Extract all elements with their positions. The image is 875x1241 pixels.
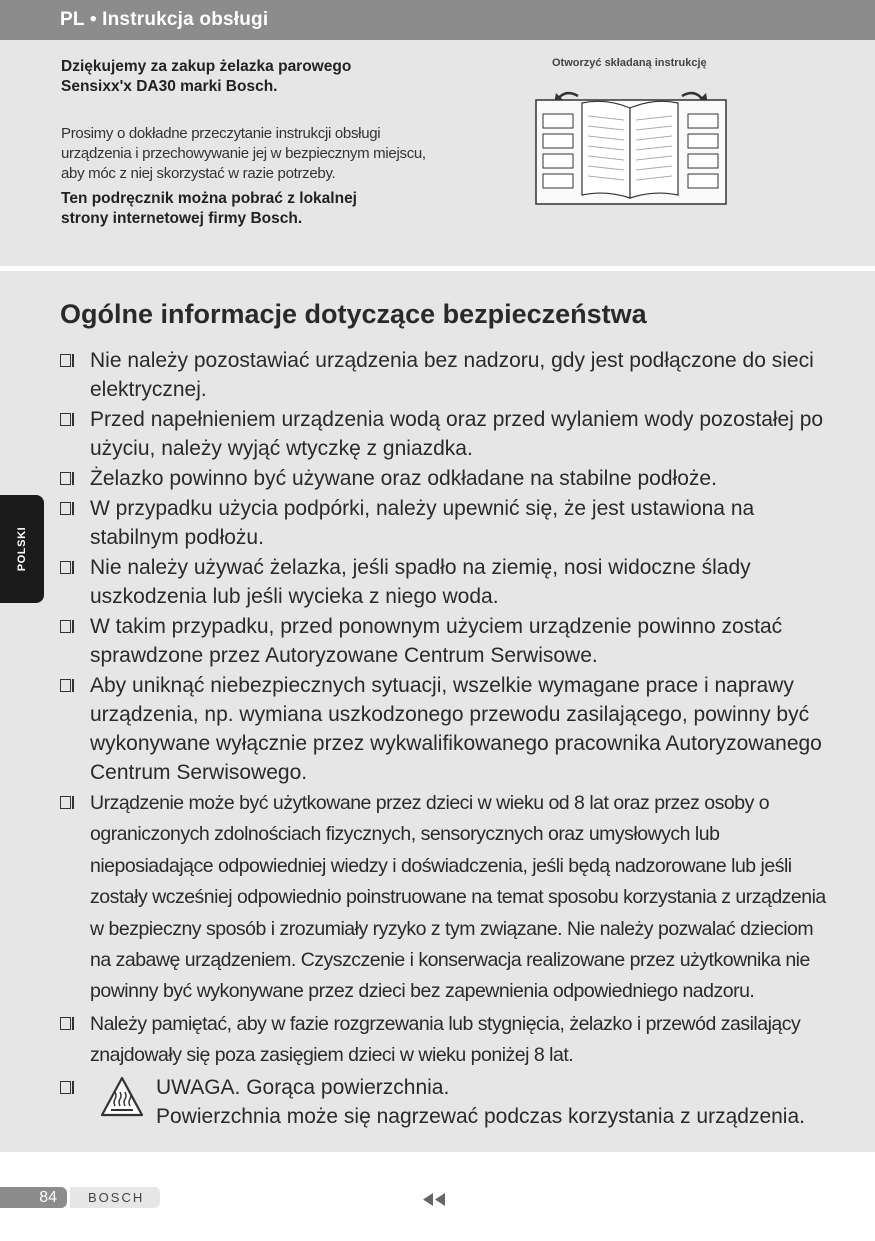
checkbox-bullet-icon	[60, 796, 71, 809]
checkbox-bullet-icon	[60, 561, 71, 574]
side-tab-label: POLSKI	[16, 526, 28, 572]
warning-title: UWAGA. Gorąca powierzchnia.	[156, 1075, 450, 1099]
intro-read-text: Prosimy o dokładne przeczytanie instrukcji obsługi urządzenia i przechowywanie jej w bezpiecznym miejscu, aby móc z niej skorzystać w razie potrzeby.	[61, 125, 426, 182]
list-item: Nie należy pozostawiać urządzenia bez nadzoru, gdy jest podłączone do sieci elektrycznej.	[60, 346, 830, 404]
list-item: Żelazko powinno być używane oraz odkładane na stabilne podłoże.	[60, 464, 830, 493]
brand-tab	[70, 1187, 160, 1208]
checkbox-bullet-icon	[60, 1017, 71, 1030]
list-item: W przypadku użycia podpórki, należy upewnić się, że jest ustawiona na stabilnym podłożu.	[60, 494, 830, 552]
intro-download: Ten podręcznik można pobrać z lokalnej strony internetowej firmy Bosch.	[61, 190, 357, 227]
fold-label: Otworzyć składaną instrukcję	[552, 57, 707, 69]
list-item: Należy pamiętać, aby w fazie rozgrzewania lub stygnięcia, żelazko i przewód zasilający znajdowały się poza zasięgiem dzieci w wieku poniżej 8 lat.	[60, 1009, 830, 1072]
brand-name: BOSCH	[88, 1190, 145, 1205]
list-item-warning	[60, 1073, 830, 1131]
previous-page-icon[interactable]	[423, 1193, 447, 1206]
page-number-tab	[0, 1187, 67, 1208]
language-side-tab	[0, 495, 44, 603]
checkbox-bullet-icon	[60, 502, 71, 515]
page-number: 84	[39, 1189, 57, 1206]
foldout-manual-icon	[534, 74, 729, 206]
safety-list	[60, 346, 830, 1132]
intro-panel	[0, 40, 875, 266]
list-item: Przed napełnieniem urządzenia wodą oraz przed wylaniem wody pozostałej po użyciu, należy wyjąć wtyczkę z gniazdka.	[60, 405, 830, 463]
page-header	[0, 0, 875, 40]
header-title: PL • Instrukcja obsługi	[60, 9, 269, 30]
checkbox-bullet-icon	[60, 354, 71, 367]
list-item: Aby uniknąć niebezpiecznych sytuacji, wszelkie wymagane prace i naprawy urządzenia, np. wymiana uszkodzonego przewodu zasilającego, powinny być wykonywane wyłącznie przez wykwalifikowanego pracownika Autoryzowanego Centrum Serwisowego.	[60, 671, 830, 787]
checkbox-bullet-icon	[60, 679, 71, 692]
checkbox-bullet-icon	[60, 620, 71, 633]
list-item: Urządzenie może być użytkowane przez dzieci w wieku od 8 lat oraz przez osoby o ograniczonych zdolnościach fizycznych, sensorycznych oraz umysłowych lub nieposiadające odpowiedniej wiedzy i doświadczenia, jeśli będą nadzorowane lub jeśli zostały wcześniej odpowiednio poinstruowane na temat sposobu korzystania z urządzenia w bezpieczny sposób i zrozumiały ryzyko z tym związane. Nie należy pozwalać dzieciom na zabawę urządzeniem. Czyszczenie i konserwacja realizowane przez użytkownika nie powinny być wykonywane przez dzieci bez zapewnienia odpowiedniego nadzoru.	[60, 788, 830, 1008]
checkbox-bullet-icon	[60, 413, 71, 426]
section-title: Ogólne informacje dotyczące bezpieczeństwa	[60, 299, 647, 329]
intro-thanks: Dziękujemy za zakup żelazka parowego Sensixx'x DA30 marki Bosch.	[61, 58, 352, 95]
list-item: W takim przypadku, przed ponownym użyciem urządzenie powinno zostać sprawdzone przez Autoryzowane Centrum Serwisowe.	[60, 612, 830, 670]
warning-text: Powierzchnia może się nagrzewać podczas korzystania z urządzenia.	[156, 1104, 805, 1128]
warning-text-block	[156, 1073, 805, 1131]
safety-section	[0, 271, 875, 1152]
checkbox-bullet-icon	[60, 1081, 71, 1094]
checkbox-bullet-icon	[60, 472, 71, 485]
hot-surface-warning-icon	[100, 1075, 144, 1119]
list-item: Nie należy używać żelazka, jeśli spadło na ziemię, nosi widoczne ślady uszkodzenia lub jeśli wycieka z niego woda.	[60, 553, 830, 611]
